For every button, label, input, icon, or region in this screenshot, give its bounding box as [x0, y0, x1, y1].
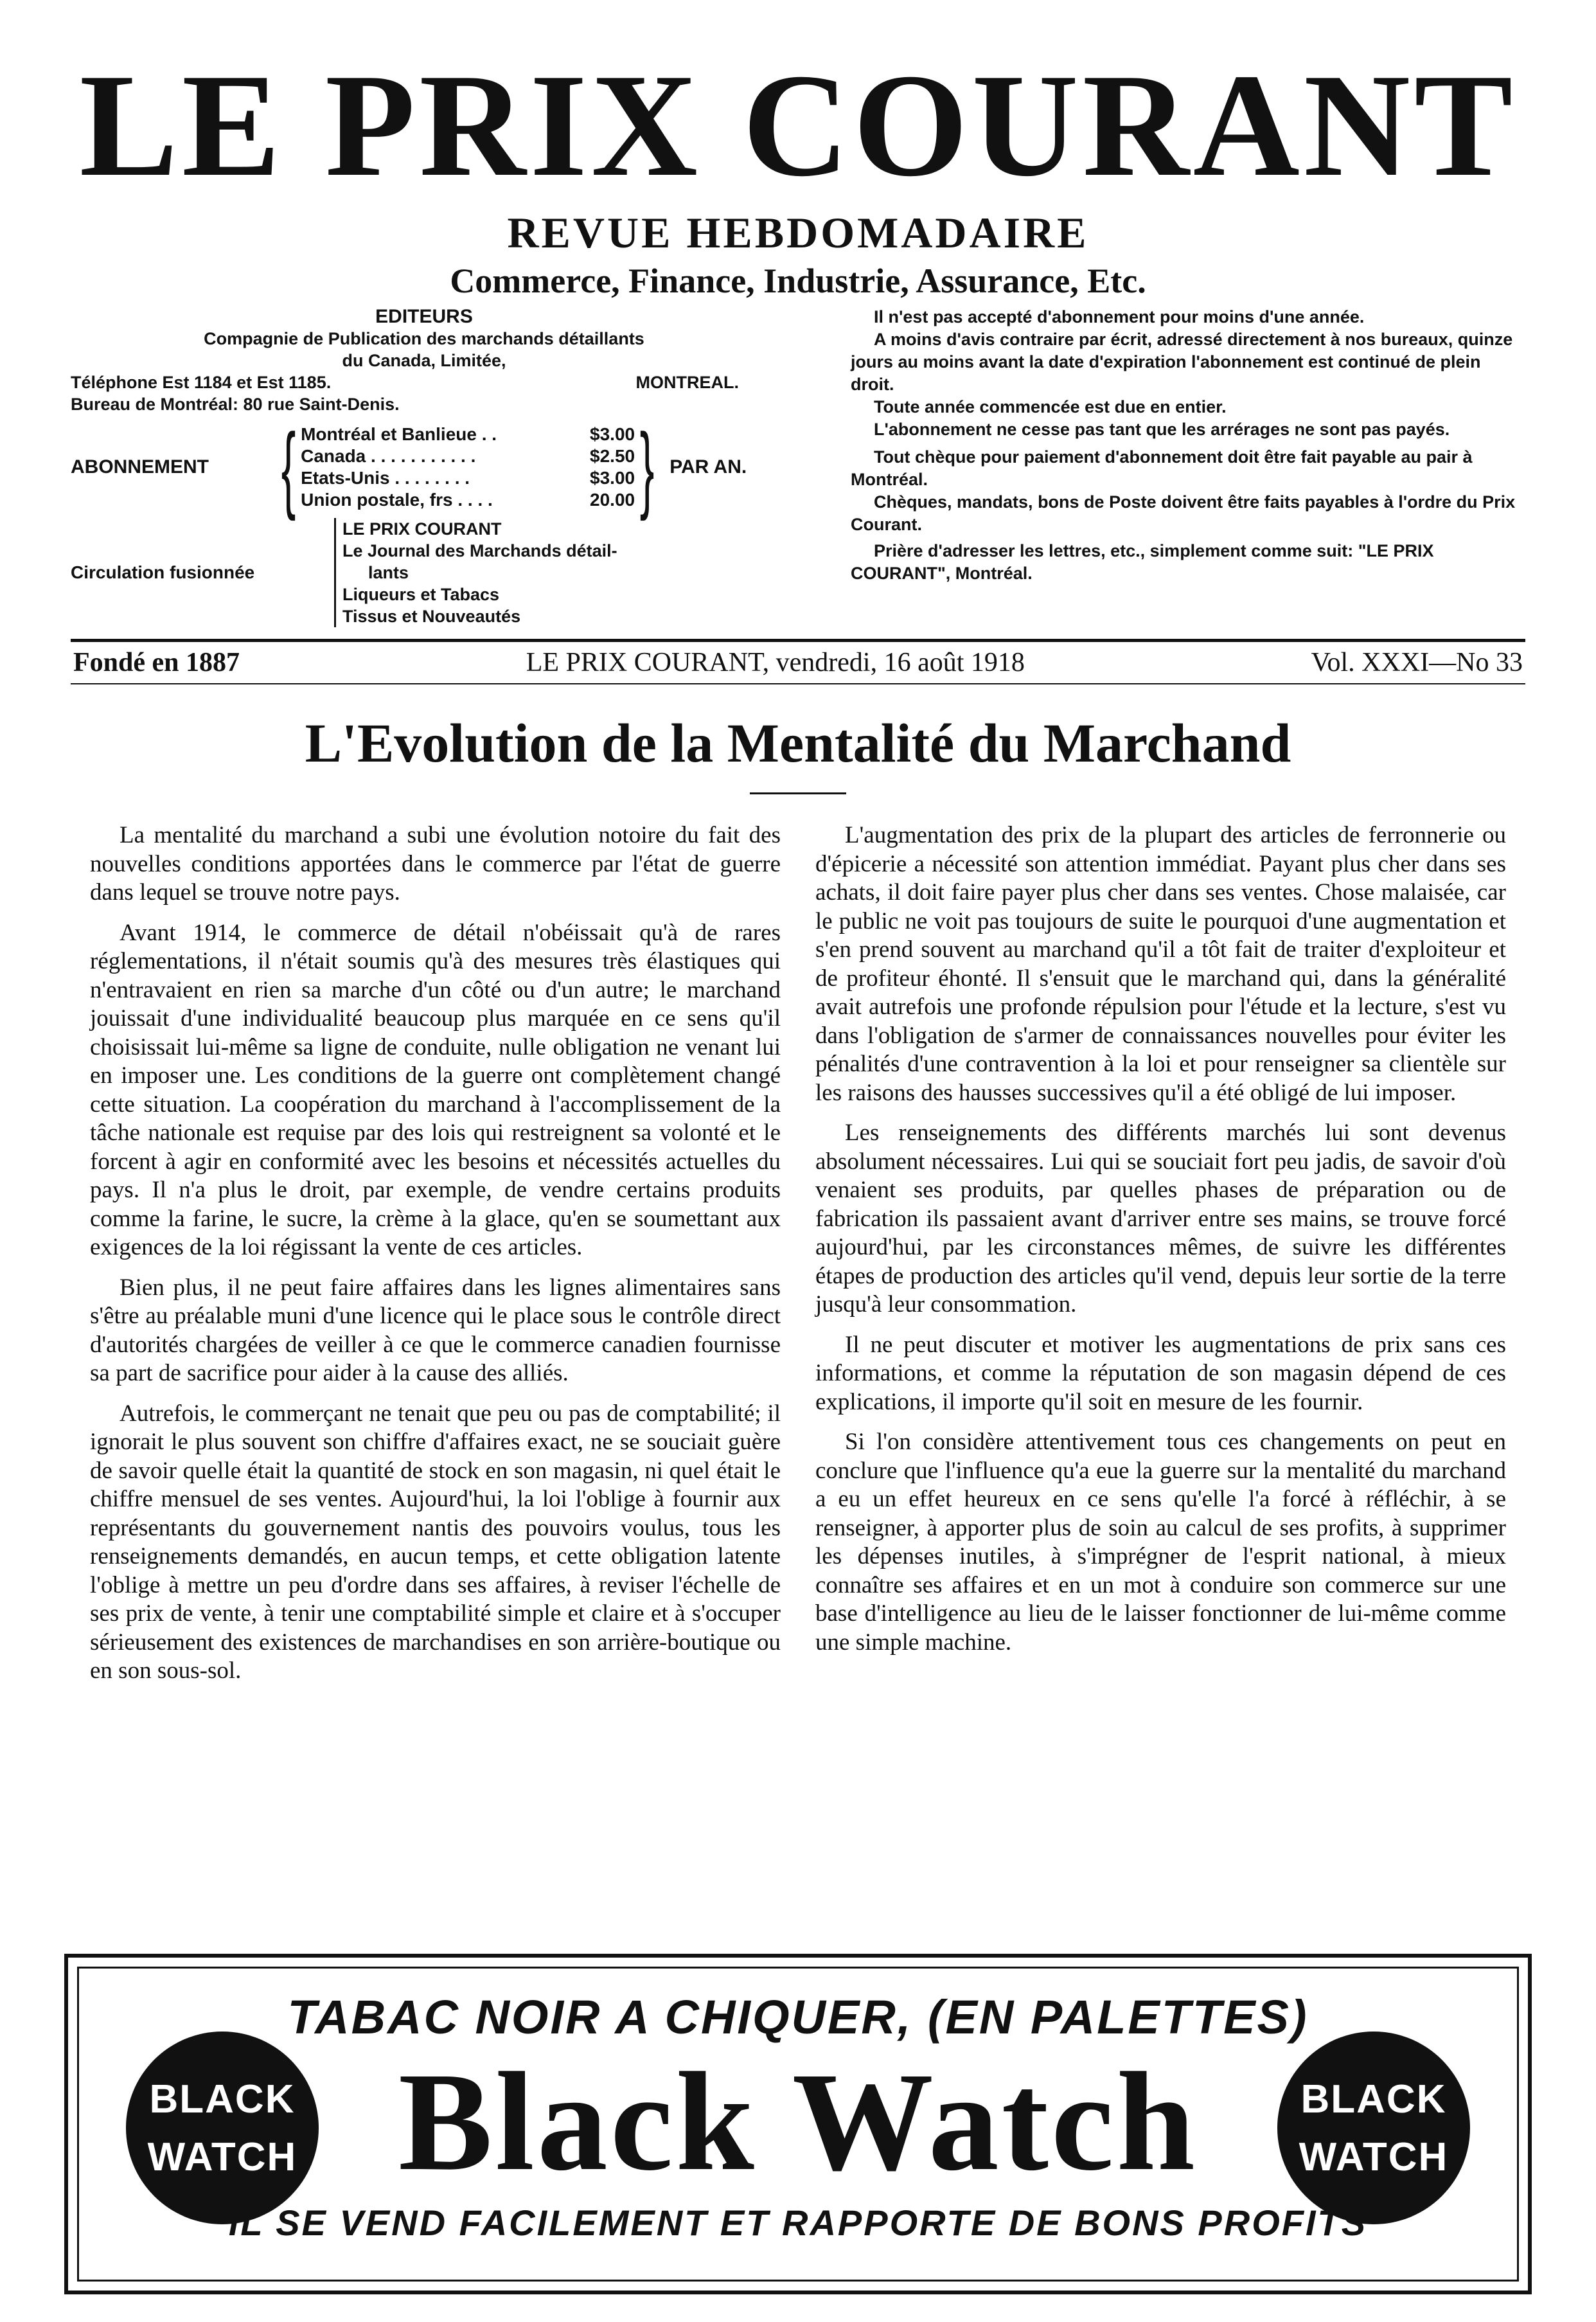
publisher-company: Compagnie de Publication des marchands détaillants [204, 329, 644, 348]
article-paragraph: La mentalité du marchand a subi une évolution notoire du fait des nouvelles conditions apportées dans le commerce par l'état de guerre dans lequel se trouve notre pays. [90, 822, 781, 906]
ad-slogan: IL SE VEND FACILEMENT ET RAPPORTE DE BONS PROFITS [228, 2202, 1368, 2243]
condition-text: A moins d'avis contraire par écrit, adressé directement à nos bureaux, quinze jours au moins avant la date d'expiration l'abonnement est continué de plein droit. [851, 330, 1513, 394]
per-year-label: PAR AN. [669, 456, 747, 478]
price-row [301, 424, 635, 445]
publisher-office: Bureau de Montréal: 80 rue Saint-Denis. [71, 395, 400, 414]
subscription-conditions [851, 306, 1525, 627]
price-region: Etats-Unis . . . . . . . . [301, 468, 470, 488]
price-row [301, 467, 635, 489]
circulation-item: LE PRIX COURANT [342, 519, 502, 539]
condition-text: L'abonnement ne cesse pas tant que les arrérages ne sont pas payés. [874, 420, 1450, 439]
masthead-title: LE PRIX COURANT [79, 43, 1517, 207]
publisher-block [71, 306, 777, 627]
founded-date: Fondé en 1887 [73, 648, 240, 677]
publisher-heading: EDITEURS [375, 306, 473, 327]
volume-number: Vol. XXXI—No 33 [1311, 648, 1523, 677]
headline-divider [750, 792, 846, 794]
price-region: Canada . . . . . . . . . . . [301, 446, 476, 466]
subscription-block [71, 413, 777, 521]
price-row [301, 445, 635, 467]
article-paragraph: L'augmentation des prix de la plupart des articles de ferronnerie ou d'épicerie a nécessité son attention immédiat. Payant plus cher dans ses achats, il doit faire payer plus cher dans ses ventes. Chose malaisée, car le public ne voit pas toujours de suite le pourquoi d'une augmentation et s'en prend souvent au marchand qu'il a tôt fait de traiter d'exploiteur et de profiteur éhonté. Il s'ensuit que le marchand qui, dans la généralité avait autrefois une profonde répulsion pour l'étude et la lecture, s'est vu dans l'obligation de s'armer de connaissances nouvelles pour éviter les pénalités d'une contravention à la loi et pour renseigner sa clientèle sur les raisons des hausses successives qu'il a été obligé de lui imposer. [815, 822, 1506, 1106]
condition-text: Chèques, mandats, bons de Poste doivent être faits payables à l'ordre du Prix Courant. [851, 492, 1516, 534]
price-value: $2.50 [590, 446, 635, 466]
price-value: $3.00 [590, 424, 635, 444]
price-value: 20.00 [590, 490, 635, 510]
article-paragraph: Avant 1914, le commerce de détail n'obéissait qu'à de rares réglementations, il n'était soumis qu'à des mesures très élastiques qui n'entravaient en rien sa marche d'un côté ou d'un autre; le marchand jouissait d'une individualité beaucoup plus marquée en ce sens qu'il choisissait lui-même sa ligne de conduite, nulle obligation ne venant lui en imposer une. Les conditions de la guerre ont complètement changé cette situation. La coopération du marchand à l'accomplissement de la tâche nationale est requise par des lois qui restreignent sa volonté et le forcent à agir en conformité avec les besoins et nécessités actuelles du pays. Il n'a plus le droit, par exemple, de vendre certains produits comme la farine, le sucre, la crème à la glace, qu'en se soumettant aux exigences de la loi régissant la vente de ces articles. [90, 919, 781, 1260]
masthead-topics: Commerce, Finance, Industrie, Assurance, Etc. [450, 262, 1146, 300]
condition-text: Tout chèque pour paiement d'abonnement doit être fait payable au pair à Montréal. [851, 447, 1473, 489]
price-value: $3.00 [590, 468, 635, 488]
article-paragraph: Les renseignements des différents marchés lui sont devenus absolument nécessaires. Lui qui se souciait fort peu jadis, de savoir d'où venaient ses produits, par quelles phases de préparation ou de fabrication ils passaient avant d'arriver entre ses mains, se trouve forcé aujourd'hui, par les circonstances mêmes, de suivre les différentes étapes de production des articles qu'il vend, depuis leur sortie de la terre jusqu'à leur consommation. [815, 1120, 1506, 1317]
seal-text-bottom: WATCH [147, 2135, 297, 2179]
article-column-right [815, 821, 1506, 1697]
circulation-list [334, 518, 617, 627]
publisher-company-2: du Canada, Limitée, [342, 351, 506, 370]
article-paragraph: Bien plus, il ne peut faire affaires dans les lignes alimentaires sans s'être au préalable muni d'une licence qui le place sous le contrôle direct d'autorités chargées de veiller à ce que le commerce canadien fournisse sa part de sacrifice pour aider à la cause des alliés. [90, 1274, 781, 1386]
publisher-phone: Téléphone Est 1184 et Est 1185. [71, 373, 332, 392]
article-paragraph: Si l'on considère attentivement tous ces changements on peut en conclure que l'influence qu'a eue la guerre sur la mentalité du marchand a eu un effet heureux en ce sens qu'elle l'a forcé à réfléchir, à se renseigner, à apporter plus de soin au calcul de ses profits, à supprimer les dépenses inutiles, à s'imprégner de l'esprit national, à mieux connaître ses affaires et en un mot à conduire son commerce sur une base d'intelligence au lieu de le laisser fonctionner de lui-même comme une simple machine. [815, 1429, 1506, 1656]
circulation-block [71, 518, 777, 627]
article-column-left [90, 821, 781, 1697]
condition-text: Toute année commencée est due en entier. [874, 397, 1227, 416]
seal-text-top: BLACK [1300, 2077, 1447, 2121]
price-row [301, 489, 635, 511]
circulation-label: Circulation fusionnée [71, 562, 255, 582]
condition-text: Il n'est pas accepté d'abonnement pour moins d'une année. [874, 307, 1365, 326]
publication-info [71, 306, 1525, 627]
subscription-prices [301, 424, 635, 511]
article-paragraph: Il ne peut discuter et motiver les augmentations de prix sans ces informations, et comme la réputation de son magasin dépend de ces explications, il importe qu'il soit en mesure de les fournir. [815, 1331, 1506, 1415]
price-region: Union postale, frs . . . . [301, 490, 493, 510]
circulation-item: Le Journal des Marchands détail- [342, 541, 617, 560]
masthead-subtitle: REVUE HEBDOMADAIRE [507, 208, 1089, 257]
article-body [71, 821, 1525, 1697]
brace-icon: { [281, 413, 296, 521]
article-headline: L'Evolution de la Mentalité du Marchand [305, 712, 1291, 774]
brace-close-icon: } [639, 413, 655, 521]
publisher-phone-row [71, 371, 777, 393]
dateline [71, 642, 1525, 683]
circulation-item: Tissus et Nouveautés [342, 607, 521, 626]
circulation-item: Liqueurs et Tabacs [342, 585, 500, 604]
price-region: Montréal et Banlieue . . [301, 424, 497, 444]
ad-brand-name: Black Watch [398, 2043, 1198, 2200]
article-paragraph: Autrefois, le commerçant ne tenait que peu ou pas de comptabilité; il ignorait le plus souvent son chiffre d'affaires exact, ne se souciait guère de savoir quelle était la quantité de stock en son magasin, ni quel était le chiffre mensuel de ses ventes. Aujourd'hui, la loi l'oblige à fournir aux représentants du gouvernement nantis des pouvoirs voulus, tous les renseignements demandés, en aucun temps, et cette obligation latente l'oblige à mettre un peu d'ordre dans ses affaires, à reviser l'échelle de ses prix de vente, à tenir une comptabilité simple et claire et à s'occuper sérieusement des existences de marchandises en son arrière-boutique ou en son sous-sol. [90, 1400, 781, 1684]
circulation-item: lants [368, 563, 409, 582]
condition-text: Prière d'adresser les lettres, etc., simplement comme suit: "LE PRIX COURANT", Montréal. [851, 541, 1434, 583]
seal-text-top: BLACK [149, 2077, 296, 2121]
issue-date: LE PRIX COURANT, vendredi, 16 août 1918 [526, 648, 1025, 677]
black-watch-advertisement [64, 1954, 1532, 2294]
subscription-label: ABONNEMENT [71, 456, 209, 478]
dateline-rule [71, 683, 1525, 684]
ad-tagline: TABAC NOIR A CHIQUER, (EN PALETTES) [287, 1990, 1309, 2044]
publisher-city: MONTREAL. [635, 373, 739, 392]
seal-text-bottom: WATCH [1299, 2135, 1449, 2179]
